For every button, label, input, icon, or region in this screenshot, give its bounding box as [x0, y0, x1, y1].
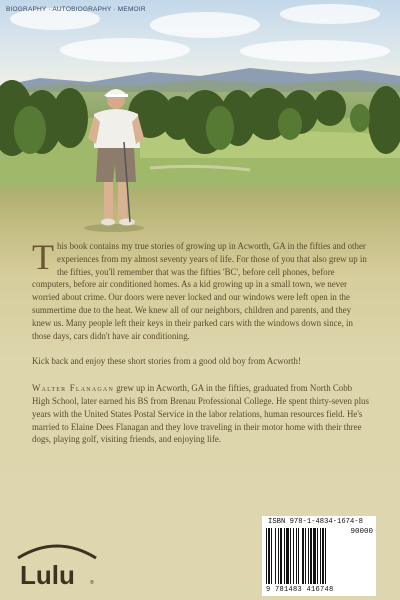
author-bio: [32, 382, 372, 446]
cloud: [150, 12, 260, 38]
author-name: Walter Flanagan: [32, 383, 114, 394]
tagline: Kick back and enjoy these short stories from a good old boy from Acworth!: [32, 356, 301, 367]
drop-cap: T: [32, 237, 54, 277]
genre-label: BIOGRAPHY · AUTOBIOGRAPHY · MEMOIR: [6, 6, 146, 13]
author-bio-text: grew up in Acworth, GA in the fifties, graduated from North Cobb High School, later earned his BS from Brenau Professional College. He spent thirty-seven plus years with the United States Postal Service in the labor relations, human resources field. He's married to Elaine Dees Flanagan and they love traveling in their motor home with their three dogs, playing golf, visiting friends, and enjoying life.: [32, 383, 369, 445]
cloud: [60, 38, 190, 62]
golfer-photo: [84, 82, 164, 232]
isbn-label: ISBN 978-1-4834-1674-8: [268, 518, 363, 526]
price-code: 90000: [350, 528, 373, 536]
back-cover-blurb: [32, 237, 372, 446]
blurb-text: his book contains my true stories of growing up in Acworth, GA in the fifties and other experiences from my almost seventy years of life. For those of you that also grew up in the fifties, you'll remember that was the fifties 'BC', before cell phones, before computers, before air conditioned homes. As a kid growing up in a small town, we never worried about crime. Our doors were never locked and our windows were left open in the summertime due to the heat. We knew all of our neighbors, children and parents, and they knew us. Many people left their keys in their parked cars with the windows down since, in those days, cars didn't have air conditioning.: [32, 241, 367, 341]
svg-text:Lulu: Lulu: [20, 560, 75, 588]
cloud: [240, 40, 390, 62]
cloud: [280, 4, 380, 24]
svg-text:®: ®: [90, 580, 94, 586]
treeline: [0, 78, 400, 188]
barcode-icon: [266, 528, 348, 584]
ean-number: 9 781483 416748: [266, 586, 334, 594]
barcode-panel: [262, 516, 376, 596]
blurb-paragraph: [32, 237, 372, 342]
lulu-logo: [12, 540, 102, 588]
